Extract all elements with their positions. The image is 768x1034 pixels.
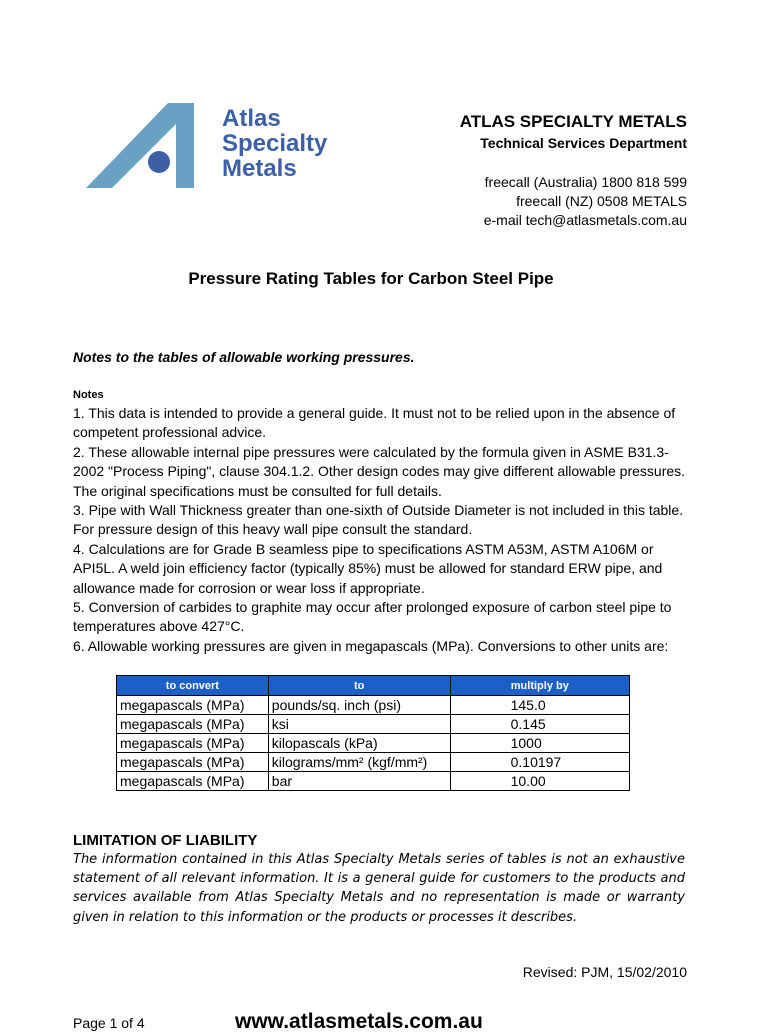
- contact-freecall-au: freecall (Australia) 1800 818 599: [484, 174, 687, 190]
- company-name: ATLAS SPECIALTY METALS: [459, 112, 687, 131]
- cell-from-unit: megapascals (MPa): [117, 696, 269, 715]
- cell-from-unit: megapascals (MPa): [117, 772, 269, 791]
- cell-from-unit: megapascals (MPa): [117, 753, 269, 772]
- table-row: [117, 696, 630, 715]
- notes-heading: Notes to the tables of allowable working pressures.: [73, 349, 415, 365]
- cell-from-unit: megapascals (MPa): [117, 715, 269, 734]
- note-item: 4. Calculations are for Grade B seamless pipe to specifications ASTM A53M, ASTM A106M or API5L. A weld join efficiency factor (typically 85%) must be allowed for standard ERW pipe, and allowance made for corrosion or wear loss if appropriate.: [73, 540, 663, 596]
- logo-line-1: Atlas: [222, 105, 281, 132]
- contact-email: e-mail tech@atlasmetals.com.au: [483, 212, 687, 228]
- cell-factor: 145.0: [450, 696, 629, 715]
- cell-to-unit: ksi: [268, 715, 450, 734]
- cell-to-unit: pounds/sq. inch (psi): [268, 696, 450, 715]
- notes-label: Notes: [73, 389, 104, 401]
- website-link[interactable]: www.atlasmetals.com.au: [235, 1010, 483, 1033]
- logo-line-3: Metals: [222, 155, 297, 182]
- revision-note: Revised: PJM, 15/02/2010: [522, 964, 687, 980]
- logo-wordmark: [222, 106, 327, 181]
- note-item: 2. These allowable internal pipe pressures were calculated by the formula given in ASME B31.3-2002 "Process Piping", clause 304.1.2. Other design codes may give different allowable pressures. The original specifications must be consulted for full details.: [73, 443, 686, 499]
- cell-to-unit: bar: [268, 772, 450, 791]
- table-row: [117, 715, 630, 734]
- cell-to-unit: kilograms/mm² (kgf/mm²): [268, 753, 450, 772]
- cell-factor: 0.10197: [450, 753, 629, 772]
- conversion-table: [116, 675, 630, 791]
- header-to-convert: to convert: [117, 676, 269, 696]
- company-block: [460, 112, 687, 152]
- note-item: 3. Pipe with Wall Thickness greater than one-sixth of Outside Diameter is not included in this table. For pressure design of this heavy wall pipe consult the standard.: [73, 502, 684, 538]
- table-row: [117, 734, 630, 753]
- department-name: Technical Services Department: [480, 135, 687, 151]
- page-number: Page 1 of 4: [73, 1015, 145, 1031]
- logo-line-2: Specialty: [222, 130, 328, 157]
- atlas-logo-mark: [86, 100, 226, 192]
- cell-from-unit: megapascals (MPa): [117, 734, 269, 753]
- document-title: Pressure Rating Tables for Carbon Steel Pipe: [188, 269, 554, 288]
- header-to: to: [268, 676, 450, 696]
- header-multiply-by: multiply by: [450, 676, 629, 696]
- note-item: 5. Conversion of carbides to graphite may occur after prolonged exposure of carbon steel pipe to temperatures above 427°C.: [73, 599, 672, 635]
- cell-factor: 10.00: [450, 772, 629, 791]
- liability-heading: LIMITATION OF LIABILITY: [73, 832, 258, 849]
- table-row: [117, 772, 630, 791]
- cell-factor: 1000: [450, 734, 629, 753]
- notes-list: [73, 404, 693, 656]
- contact-block: [484, 173, 687, 230]
- cell-to-unit: kilopascals (kPa): [268, 734, 450, 753]
- company-logo: [86, 100, 356, 192]
- cell-factor: 0.145: [450, 715, 629, 734]
- conversion-table-header: [117, 676, 630, 696]
- note-item: 6. Allowable working pressures are given in megapascals (MPa). Conversions to other units are:: [73, 637, 669, 654]
- note-item: 1. This data is intended to provide a general guide. It must not to be relied upon in the absence of competent professional advice.: [73, 405, 676, 441]
- liability-text: The information contained in this Atlas Specialty Metals series of tables is not an exhaustive statement of all relevant information. It is a general guide for customers to the products and services available from Atlas Specialty Metals and no representation is made or warranty given in relation to this information or the products or processes it describes.: [73, 852, 685, 925]
- table-row: [117, 753, 630, 772]
- contact-freecall-nz: freecall (NZ) 0508 METALS: [516, 193, 687, 209]
